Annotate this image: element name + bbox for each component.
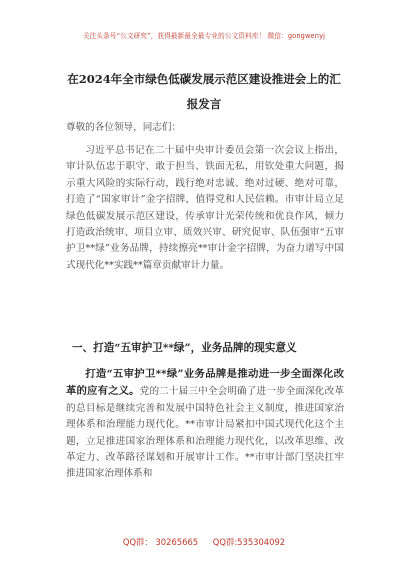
section-heading-1: 一、打造“五审护卫**绿”，业务品牌的现实意义 (72, 342, 297, 354)
footer-qq-group-1: QQ群： 30265665 (122, 537, 199, 547)
document-title: 在2024年全市绿色低碳发展示范区建设推进会上的汇报发言 (67, 72, 341, 111)
greeting: 尊敬的各位领导，同志们： (66, 122, 182, 133)
header-promo-text: 关注头条号“公文研究”，获得最新最全最专业的公文资料库！ 微信：gongwenyj (82, 32, 326, 40)
body-paragraph-1: 习近平总书记在二十届中央审计委员会第一次会议上指出，审计队伍忠于职守、敢于担当、铁面无私，用钦处重大问题，揭示重大风险的实际行动，践行绝对忠诚、绝对过硬、绝对可靠，打造了“国家审计”金字招牌，值得党和人民信赖。市审计局立足绿色低碳发展示范区建设，传承审计光荣传统和优良作风，倾力打造政治统审、项目立审、质效兴审、研究促审、队伍强审“五审护卫**绿”业务品牌，持续擦亮**审计金字招牌，为奋力谱写中国式现代化**实践**篇章贡献审计力量。 (66, 145, 344, 271)
footer-contact (0, 536, 408, 548)
paragraph-2-lead: 打造“五审护卫**绿”业务品牌是推动进一步全面深化改革的应有之义。 (66, 368, 344, 398)
paragraph-2-text: 党的二十届三中全会明确了进一步全面深化改革的总目标是继续完善和发展中国特色社会主义制度，推进国家治理体系和治理能力现代化。**市审计局紧扣中国式现代化这个主题，立足推进国家治理体系和治理能力现代化，以改革思维、改革定力、改革路径谋划和开展审计工作。**市审计部门坚决扛牢推进国家治理体系和 (66, 386, 344, 480)
body-paragraph-2 (66, 366, 344, 483)
footer-qq-group-2: QQ群:535304092 (212, 537, 286, 547)
